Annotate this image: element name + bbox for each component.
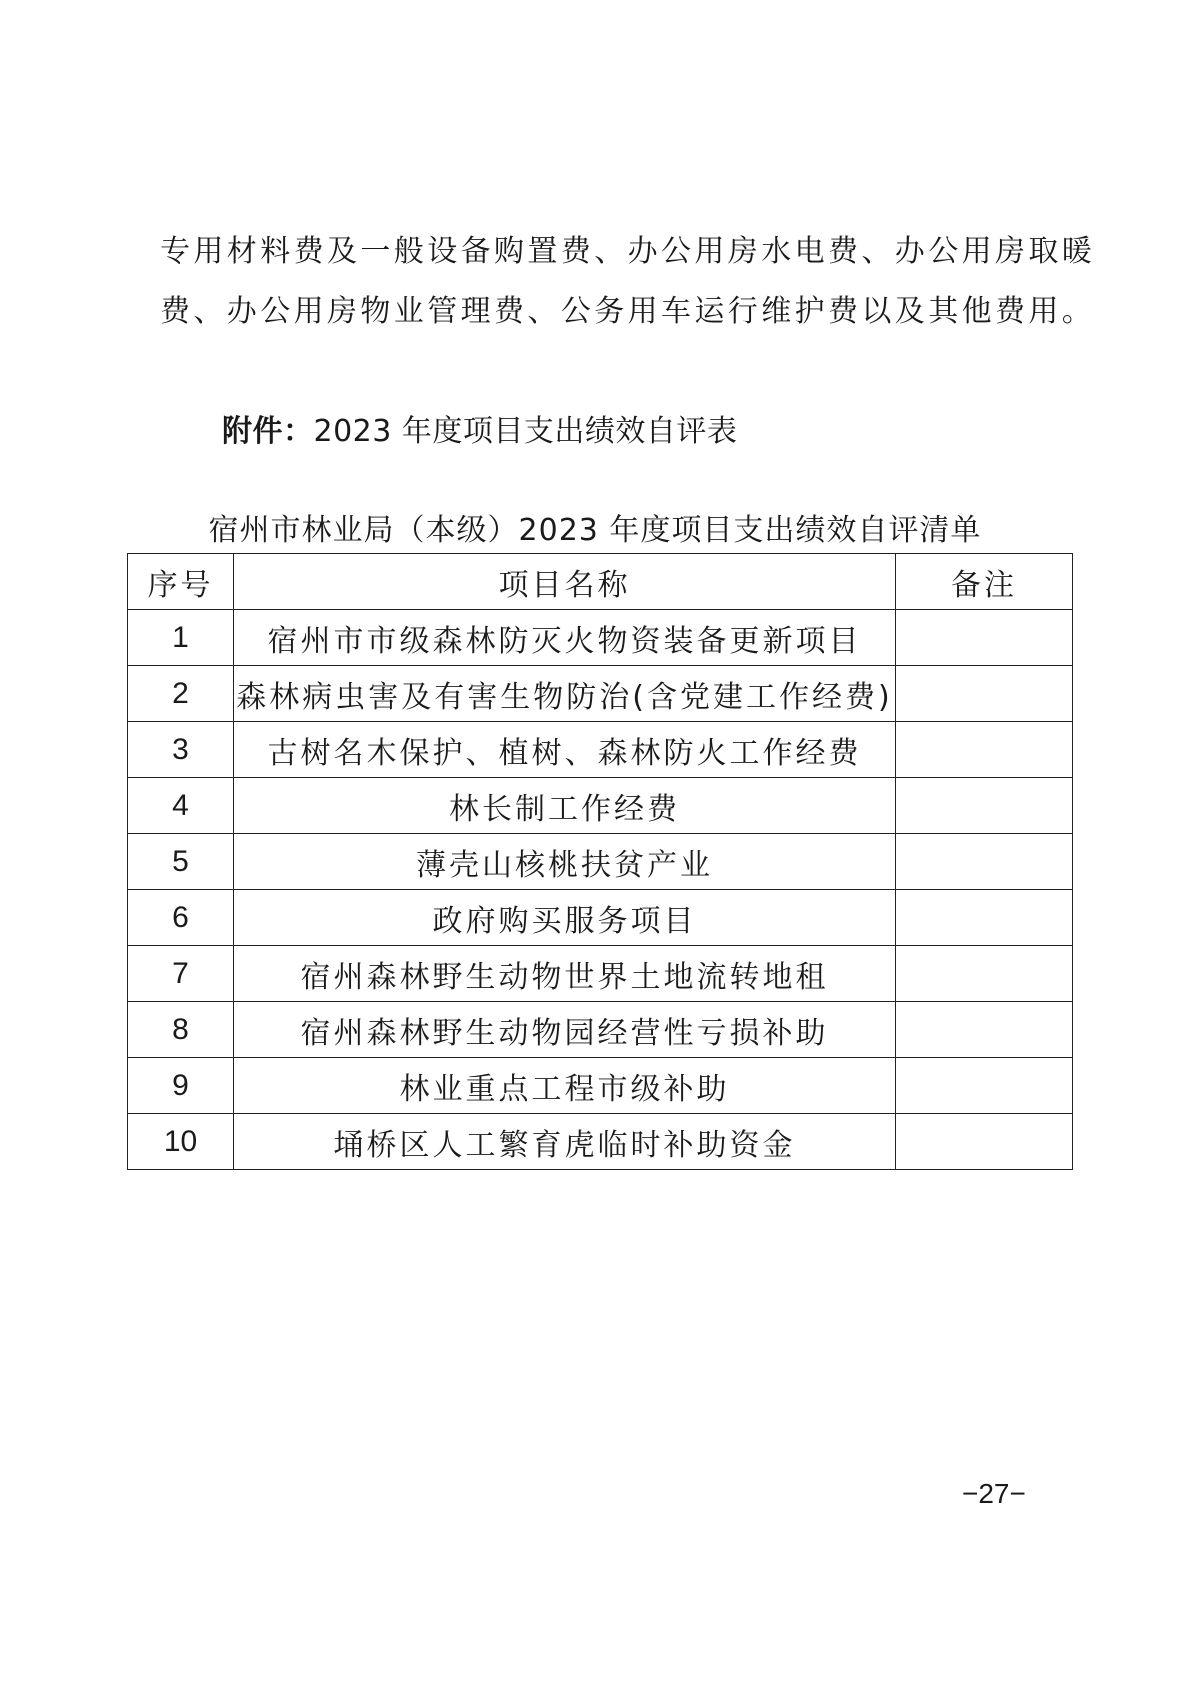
table-row	[128, 1114, 1073, 1170]
cell-remark	[896, 1002, 1073, 1058]
table-title: 宿州市林业局（本级）2023 年度项目支出绩效自评清单	[208, 513, 982, 548]
cell-remark	[896, 778, 1073, 834]
cell-seq: 3	[128, 722, 234, 778]
table-row	[128, 1058, 1073, 1114]
table-row	[128, 666, 1073, 722]
cell-seq: 1	[128, 610, 234, 666]
cell-seq: 6	[128, 890, 234, 946]
table-row	[128, 722, 1073, 778]
cell-seq: 10	[128, 1114, 234, 1170]
cell-seq: 9	[128, 1058, 234, 1114]
header-name: 项目名称	[234, 554, 896, 610]
cell-name: 林长制工作经费	[234, 778, 896, 834]
body-text-line-2: 费、办公用房物业管理费、公务用车运行维护费以及其他费用。	[160, 294, 1096, 329]
cell-seq: 5	[128, 834, 234, 890]
cell-remark	[896, 666, 1073, 722]
header-remark: 备注	[896, 554, 1073, 610]
cell-name: 宿州森林野生动物世界土地流转地租	[234, 946, 896, 1002]
cell-remark	[896, 834, 1073, 890]
cell-name: 宿州森林野生动物园经营性亏损补助	[234, 1002, 896, 1058]
attachment-text: 2023 年度项目支出绩效自评表	[313, 414, 738, 449]
attachment-label: 附件：	[222, 414, 314, 449]
table-header-row	[128, 554, 1073, 610]
project-list-table	[127, 553, 1073, 1170]
cell-name: 埇桥区人工繁育虎临时补助资金	[234, 1114, 896, 1170]
cell-seq: 4	[128, 778, 234, 834]
cell-name: 古树名木保护、植树、森林防火工作经费	[234, 722, 896, 778]
cell-remark	[896, 1058, 1073, 1114]
cell-seq: 7	[128, 946, 234, 1002]
table-row	[128, 1002, 1073, 1058]
cell-name: 林业重点工程市级补助	[234, 1058, 896, 1114]
table-row	[128, 610, 1073, 666]
table-row	[128, 946, 1073, 1002]
cell-remark	[896, 722, 1073, 778]
page-number: −27−	[962, 1478, 1026, 1509]
body-text-line-1: 专用材料费及一般设备购置费、办公用房水电费、办公用房取暖	[160, 234, 1096, 269]
cell-remark	[896, 890, 1073, 946]
table-row	[128, 834, 1073, 890]
cell-name: 宿州市市级森林防灭火物资装备更新项目	[234, 610, 896, 666]
cell-name: 森林病虫害及有害生物防治(含党建工作经费)	[234, 666, 896, 722]
cell-remark	[896, 946, 1073, 1002]
cell-seq: 2	[128, 666, 234, 722]
attachment-line	[222, 413, 737, 451]
cell-name: 薄壳山核桃扶贫产业	[234, 834, 896, 890]
cell-remark	[896, 610, 1073, 666]
table-row	[128, 778, 1073, 834]
cell-name: 政府购买服务项目	[234, 890, 896, 946]
table-row	[128, 890, 1073, 946]
cell-remark	[896, 1114, 1073, 1170]
cell-seq: 8	[128, 1002, 234, 1058]
header-seq: 序号	[128, 554, 234, 610]
